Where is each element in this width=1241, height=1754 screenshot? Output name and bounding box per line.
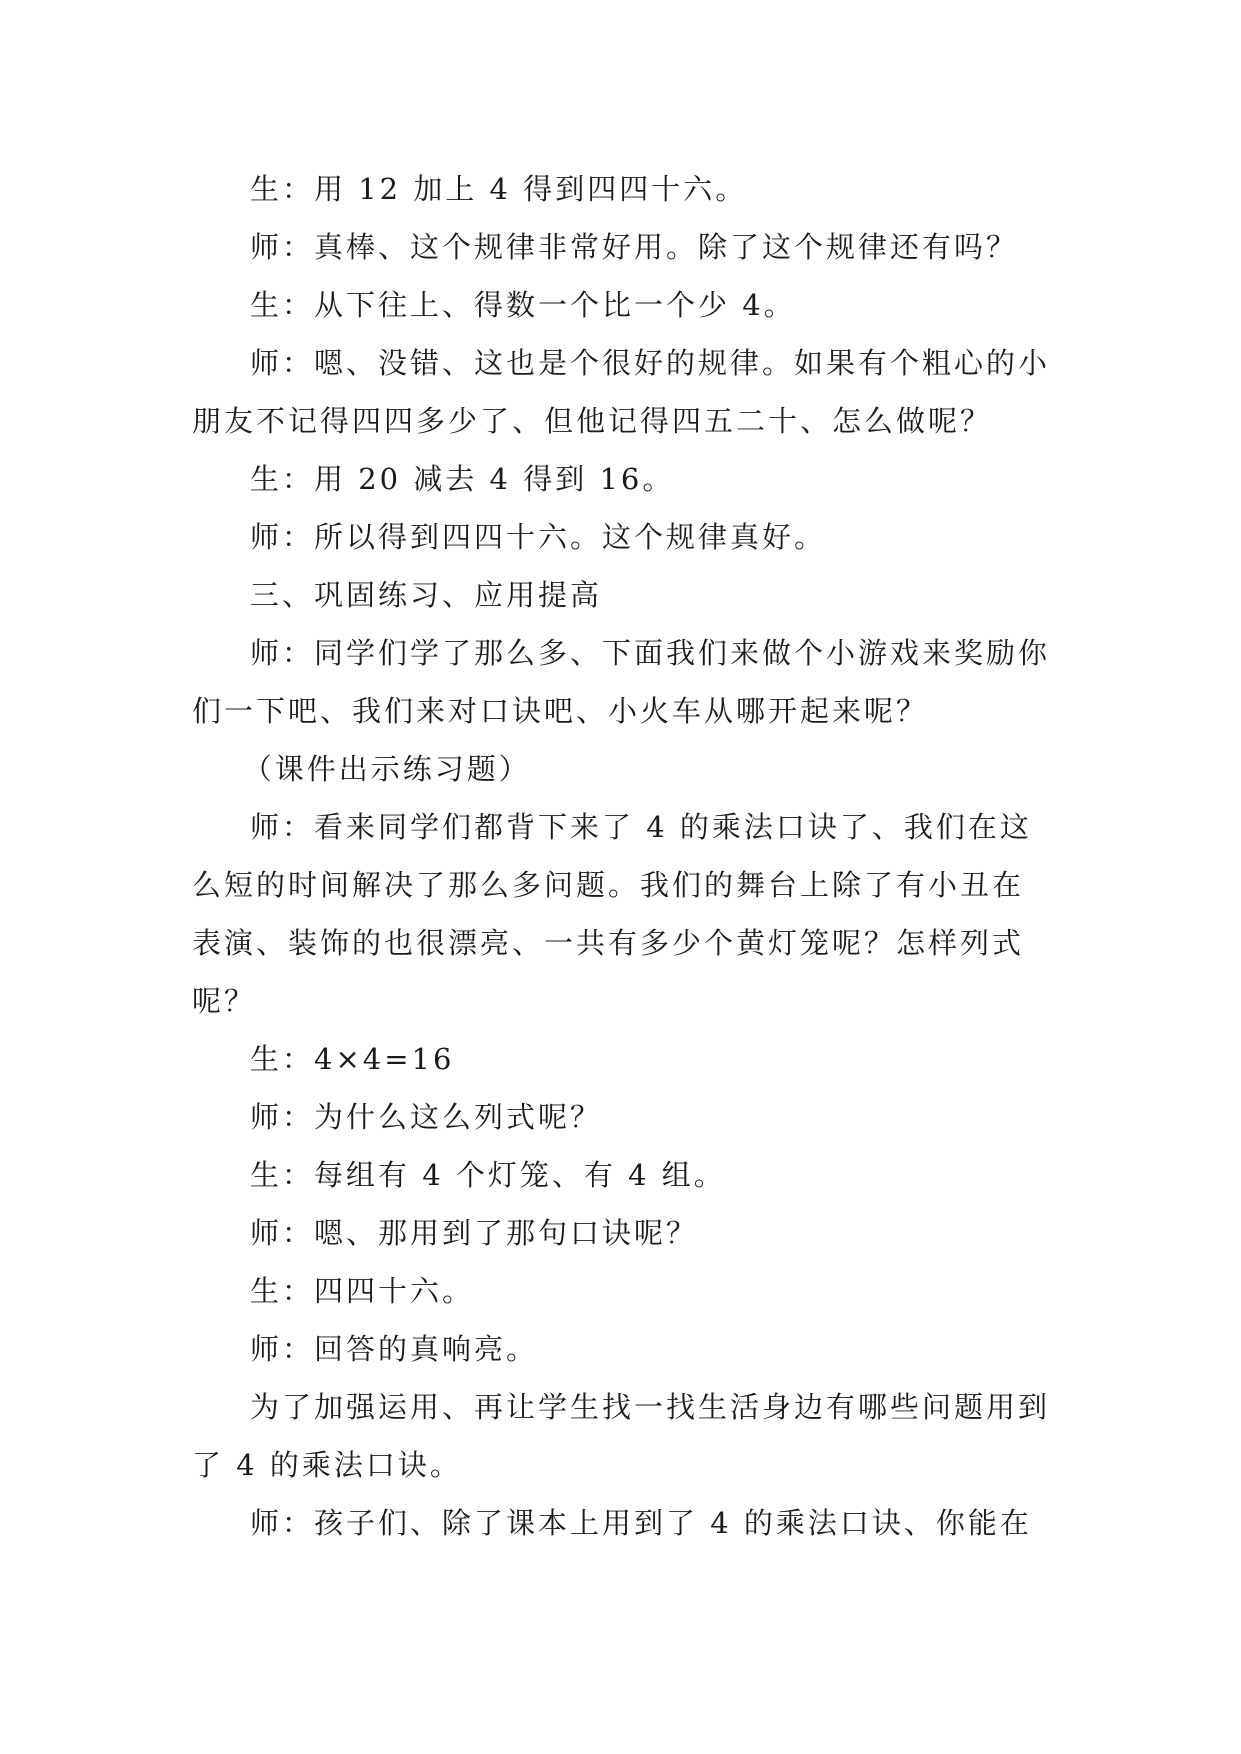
paragraph: 师：孩子们、除了课本上用到了 4 的乘法口诀、你能在 <box>250 1506 1032 1540</box>
paragraph: 生：四四十六。 <box>250 1274 475 1308</box>
paragraph: 师：嗯、那用到了那句口诀呢？ <box>250 1216 699 1250</box>
paragraph: 师：回答的真响亮。 <box>250 1332 539 1366</box>
paragraph: 师：真棒、这个规律非常好用。除了这个规律还有吗？ <box>250 230 1019 264</box>
paragraph: 师：看来同学们都背下来了 4 的乘法口诀了、我们在这么短的时间解决了那么多问题。我们的舞台上除了有小丑在表演、装饰的也很漂亮、一共有多少个黄灯笼呢？怎样列式呢？ <box>192 810 1032 1018</box>
stage-direction: （课件出示练习题） <box>242 752 531 786</box>
paragraph: 师：同学们学了那么多、下面我们来做个小游戏来奖励你们一下吧、我们来对口诀吧、小火车从哪开起来呢？ <box>192 636 1051 728</box>
paragraph: 生：用 20 减去 4 得到 16。 <box>250 462 675 496</box>
document-body <box>192 160 1052 1552</box>
paragraph: 师：为什么这么列式呢？ <box>250 1100 603 1134</box>
paragraph: 师：嗯、没错、这也是个很好的规律。如果有个粗心的小朋友不记得四四多少了、但他记得四五二十、怎么做呢？ <box>192 346 1051 438</box>
paragraph: 为了加强运用、再让学生找一找生活身边有哪些问题用到了 4 的乘法口诀。 <box>192 1390 1051 1482</box>
section-heading: 三、巩固练习、应用提高 <box>250 578 603 612</box>
paragraph: 生：每组有 4 个灯笼、有 4 组。 <box>250 1158 726 1192</box>
paragraph: 生：从下往上、得数一个比一个少 4。 <box>250 288 796 322</box>
paragraph: 师：所以得到四四十六。这个规律真好。 <box>250 520 827 554</box>
paragraph: 生：4×4=16 <box>250 1042 455 1076</box>
paragraph: 生：用 12 加上 4 得到四四十六。 <box>250 172 748 206</box>
